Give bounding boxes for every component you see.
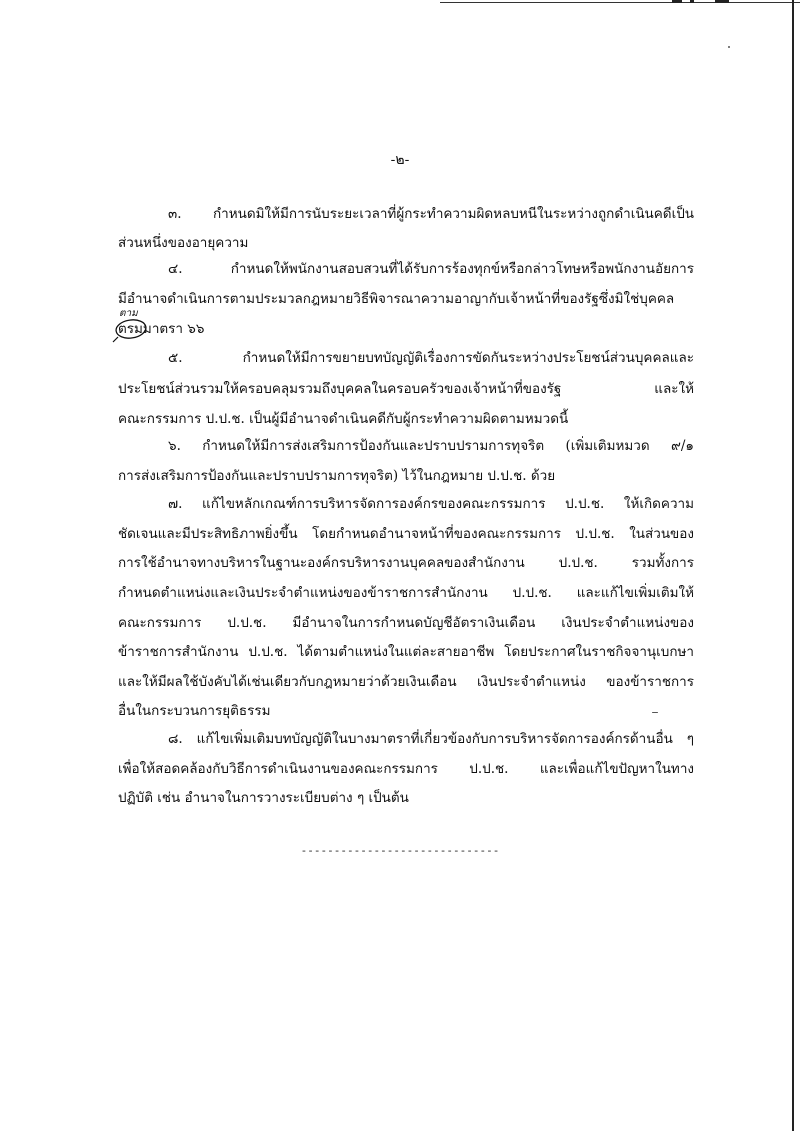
text-line: ส่วนหนึ่งของอายุความ: [118, 235, 249, 251]
text-line: กำหนดตำแหน่งและเงินประจำตำแหน่งของข้าราชการสำนักงาน ป.ป.ช. และแก้ไขเพิ่มเติมให้: [118, 585, 694, 601]
handwritten-annotation: ตาม: [119, 308, 138, 319]
text-line: ข้าราชการสำนักงาน ป.ป.ช. ได้ตามตำแหน่งในแต่ละสายอาชีพ โดยประกาศในราชกิจจานุเบกษา: [118, 644, 694, 660]
scan-speck: [728, 46, 730, 48]
text-line: มีอำนาจดำเนินการตามประมวลกฎหมายวิธีพิจารณาความอาญากับเจ้าหน้าที่ของรัฐซึ่งมิใช่บุคคล: [118, 291, 675, 307]
text-line: ๕. กำหนดให้มีการขยายบทบัญญัติเรื่องการขัดกันระหว่างประโยชน์ส่วนบุคคลและ: [168, 350, 694, 366]
end-divider: ------------------------------: [300, 844, 500, 857]
text-line: และให้มีผลใช้บังคับได้เช่นเดียวกับกฎหมายว่าด้วยเงินเดือน เงินประจำตำแหน่ง ของข้าราชการ: [118, 674, 694, 690]
text-line: ๔. กำหนดให้พนักงานสอบสวนที่ได้รับการร้องทุกข์หรือกล่าวโทษหรือพนักงานอัยการ: [168, 261, 694, 277]
text-line: ประโยชน์ส่วนรวมให้ครอบคลุมรวมถึงบุคคลในครอบครัวของเจ้าหน้าที่ของรัฐ และให้: [118, 381, 694, 397]
text-line: ๗. แก้ไขหลักเกณฑ์การบริหารจัดการองค์กรของคณะกรรมการ ป.ป.ช. ให้เกิดความ: [168, 496, 694, 512]
handwritten-circle-mark: [110, 303, 160, 343]
text-line: ปฏิบัติ เช่น อำนาจในการวางระเบียบต่าง ๆ เป็นต้น: [118, 790, 409, 806]
text-line: เพื่อให้สอดคล้องกับวิธีการดำเนินงานของคณะกรรมการ ป.ป.ช. และเพื่อแก้ไขปัญหาในทาง: [118, 761, 694, 777]
scan-mark: [672, 0, 682, 3]
text-line: คณะกรรมการ ป.ป.ช. มีอำนาจในการกำหนดบัญชีอัตราเงินเดือน เงินประจำตำแหน่งของ: [118, 615, 694, 631]
text-line: ๓. กำหนดมิให้มีการนับระยะเวลาที่ผู้กระทำความผิดหลบหนีในระหว่างถูกดำเนินคดีเป็น: [168, 206, 694, 222]
scan-edge-top: [440, 2, 800, 3]
text-line: ๖. กำหนดให้มีการส่งเสริมการป้องกันและปราบปรามการทุจริต (เพิ่มเติมหมวด ๙/๑: [168, 438, 694, 454]
text-line: อื่นในกระบวนการยุติธรรม: [118, 703, 271, 719]
text-line: ๘. แก้ไขเพิ่มเติมบทบัญญัติในบางมาตราที่เกี่ยวข้องกับการบริหารจัดการองค์กรด้านอื่น ๆ: [168, 731, 694, 747]
page-number: -๒-: [390, 152, 410, 168]
text-line: ชัดเจนและมีประสิทธิภาพยิ่งขึ้น โดยกำหนดอำนาจหน้าที่ของคณะกรรมการ ป.ป.ช. ในส่วนของ: [118, 526, 694, 542]
text-line: คณะกรรมการ ป.ป.ช. เป็นผู้มีอำนาจดำเนินคดีกับผู้กระทำความผิดตามหมวดนี้: [118, 411, 569, 427]
text-line: การส่งเสริมการป้องกันและปราบปรามการทุจริต) ไว้ในกฎหมาย ป.ป.ช. ด้วย: [118, 468, 556, 484]
text-line: การใช้อำนาจทางบริหารในฐานะองค์กรบริหารงานบุคคลของสำนักงาน ป.ป.ช. รวมทั้งการ: [118, 555, 694, 571]
scan-mark: [690, 0, 694, 3]
text-line: ตรมมาตรา ๖๖: [118, 321, 205, 337]
scan-mark: [715, 0, 729, 3]
